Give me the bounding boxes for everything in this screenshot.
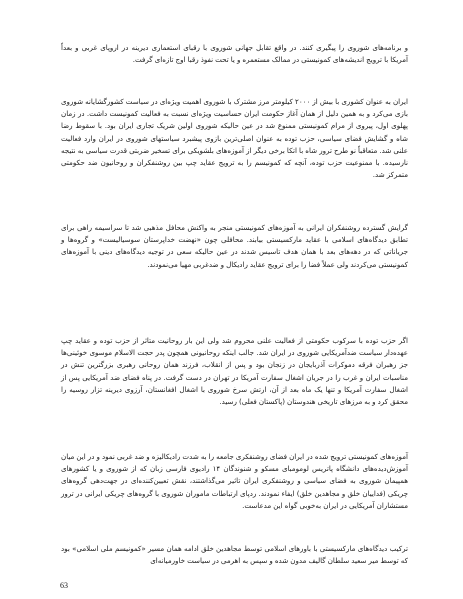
page-number: 63: [60, 581, 68, 590]
paragraph-1: و برنامه‌های شوروی را پیگیری کنند. در واقع تقابل جهانی شوروی با رقبای استعماری دیرینه در اروپای غربی و بعداً آمریکا با ترویج اندیشه‌های کمونیستی در ممالک مستعمره و یا تحت نفوذ رقبا اوج تازه‌ای گرفت.: [61, 43, 408, 65]
paragraph-4: اگر حزب توده با سرکوب حکومتی از فعالیت علنی محروم شد ولی این بار روحانیت متاثر از حزب توده و عقاید چپ عهده‌دار سیاست ضدآمریکایی شوروی در ایران شد. جالب اینکه روحانیونی همچون پدر حجت الاسلام موسوی خوئینی‌ها جز رهبران فرقه دموکرات آذربایجان در زنجان بود و پس از انقلاب، فرزند همان روحانی رهبری بزرگترین تنش در مناسبات ایران و غرب را در جریان اشغال سفارت آمریکا در تهران در دست گرفت. در پناه فضای ضد آمریکایی پس از اشغال سفارت آمریکا و تنها یک ماه بعد از آن، ارتش سرخ شوروی با اشغال افغانستان، آرزوی دیرینه تزار روسیه را محقق کرد و به مرزهای تاریخی هندوستان (پاکستان فعلی) رسید.: [61, 336, 408, 407]
paragraph-6: ترکیب دیدگاه‌های مارکسیستی با باورهای اسلامی توسط مجاهدین خلق ادامه همان مسیر «کمونیسم ملی اسلامی» بود که توسط میر سعید سلطان گالیف مدون شده و سپس به اهرمی در سیاست خاورمیانه‌ای: [61, 544, 408, 566]
paragraph-5: آموزه‌های کمونیستی ترویج شده در ایران فضای روشنفکری جامعه را به شدت رادیکالیزه و ضد غربی نمود و در این میان آموزش‌دیده‌های دانشگاه پاتریس لومومبای مسکو و شنوندگان ۱۴ رادیوی فارسی زبان که از شوروی و یا کشورهای همپیمان شوروی به فضای سیاسی و روشنفکری ایران تاثیر می‌گذاشتند، نقش تعیین‌کننده‌ای در جهت‌دهی گروه‌های چریکی (فداییان خلق و مجاهدین خلق) ایفاء نمودند. ردپای ارتباطات ماموران شوروی با گروه‌های چریکی ایرانی در ترور مستشاران آمریکایی در ایران به‌خوبی گواه این مدعاست.: [61, 452, 408, 510]
paragraph-2: ایران به عنوان کشوری با بیش از ۲۰۰۰ کیلومتر مرز مشترک با شوروی اهمیت ویژه‌ای در سیاست کشورگشایانه شوروی بازی می‌کرد و به همین دلیل از همان آغاز حکومت ایران حساسیت ویژه‌ای نسبت به فعالیت کمونیست داشت. در زمان پهلوی اول، پیروی از مرام کمونیستی ممنوع شد در عین حالیکه شوروی اولین شریک تجاری ایران بود. با سقوط رضا شاه و گشایش فضای سیاسی، حزب توده به عنوان اصلی‌ترین بازوی پیشبرد سیاستهای شوروی در ایران وارد فعالیت علنی شد. متعاقباً نو طرح ترور شاه با اتکا برخی دیگر از آموزه‌های بلشویکی برای تسخیر ضربتی قدرت سیاسی به نتیجه نارسیده. با ممنوعیت حزب توده، آنچه که کمونیسم را به ترویج عقاید چپ بین روشنفکران و روحانیون ضد حکومتی متمرکز شد.: [61, 97, 409, 180]
paragraph-3: گرایش گسترده روشنفکران ایرانی به آموزه‌های کمونیستی منجر به واکنش محافل مذهبی شد تا سراسیمه راهی برای تطابق دیدگاه‌های اسلامی با عقاید مارکسیستی بیابند. محافلی چون «نهضت خداپرستان سوسیالیست» و گروه‌ها و جریاناتی که در دهه‌های بعد با همان هدف تاسیس شدند در عین حالیکه سعی در توجیه دیدگاه‌های دینی با آموزه‌های کمونیستی می‌کردند ولی عملاً فضا را برای ترویج عقاید رادیکال و ضدغربی مهیا می‌نمودند.: [61, 223, 408, 269]
